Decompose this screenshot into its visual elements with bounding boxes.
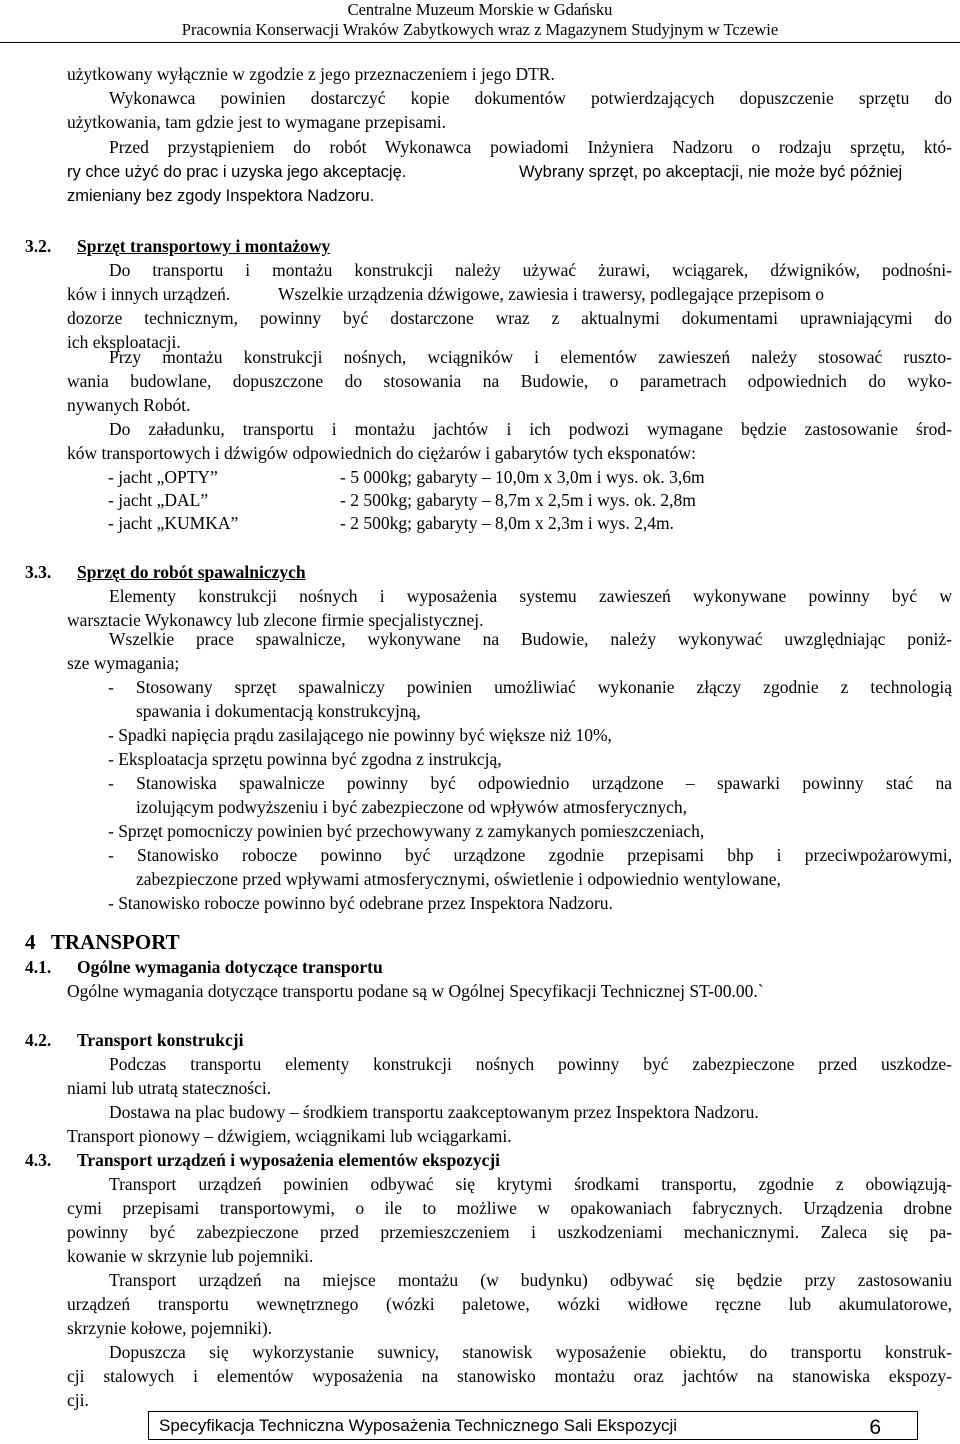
header-divider xyxy=(0,42,960,43)
text-line: dozorze technicznym, powinny być dostarczone wraz z aktualnymi dokumentami uprawniającymi do xyxy=(67,308,952,328)
text-line: ry chce użyć do prac i uzyska jego akceptację. xyxy=(67,163,407,181)
text-line: Elementy konstrukcji nośnych i wyposażenia systemu zawieszeń wykonywane powinny być w xyxy=(109,586,952,606)
chapter-heading: 4 TRANSPORT xyxy=(25,930,180,954)
text-line: Wszelkie prace spawalnicze, wykonywane na Budowie, należy wykonywać uwzględniając poniż- xyxy=(109,629,952,649)
text-line: Wykonawca powinien dostarczyć kopie dokumentów potwierdzających dopuszczenie sprzętu do xyxy=(109,88,952,108)
page-number: 6 xyxy=(869,1416,881,1439)
text-line: skrzynie kołowe, pojemniki). xyxy=(67,1318,273,1338)
requirement-item: - Stosowany sprzęt spawalniczy powinien umożliwiać wykonanie złączy zgodnie z technologią xyxy=(108,677,952,697)
requirement-item: izolującym podwyższeniu i być zabezpieczone od wpływów atmosferycznych, xyxy=(136,797,688,817)
text-line: niami lub utratą stateczności. xyxy=(67,1078,272,1098)
footer-title: Specyfikacja Techniczna Wyposażenia Technicznego Sali Ekspozycji xyxy=(159,1416,677,1435)
text-line: ich eksploatacji. xyxy=(67,332,181,352)
text-line: nywanych Robót. xyxy=(67,395,191,415)
text-line: sze wymagania; xyxy=(67,653,180,673)
text-line: warsztacie Wykonawcy lub zlecone firmie specjalistycznej. xyxy=(67,610,484,630)
requirement-item: - Stanowisko robocze powinno być urządzone zgodnie przepisami bhp i przeciwpożarowymi, xyxy=(108,845,952,865)
section-number: 4.3. xyxy=(25,1150,52,1170)
footer xyxy=(148,1411,918,1440)
section-title: Sprzęt transportowy i montażowy xyxy=(77,236,331,256)
header-institution: Centralne Muzeum Morskie w Gdańsku xyxy=(347,0,613,19)
text-line: zmieniany bez zgody Inspektora Nadzoru. xyxy=(67,187,375,205)
requirement-item: - Stanowisko robocze powinno być odebrane przez Inspektora Nadzoru. xyxy=(108,893,613,913)
section-title: Transport konstrukcji xyxy=(77,1030,244,1050)
section-title: Transport urządzeń i wyposażenia elementów ekspozycji xyxy=(77,1150,501,1170)
text-line: Transport pionowy – dźwigiem, wciągnikami lub wciągarkami. xyxy=(67,1126,512,1146)
text-line: użytkowany wyłącznie w zgodzie z jego przeznaczeniem i jego DTR. xyxy=(67,64,555,84)
yacht-spec: - 2 500kg; gabaryty – 8,0m x 2,3m i wys. 2,4m. xyxy=(340,513,674,533)
section-number: 3.3. xyxy=(25,562,52,582)
text-line: ków i innych urządzeń. xyxy=(67,284,231,304)
text-line: Transport urządzeń powinien odbywać się krytymi środkami transportu, zgodnie z obowiązują- xyxy=(109,1174,952,1194)
text-line: urządzeń transportu wewnętrznego (wózki paletowe, wózki widłowe ręczne lub akumulatorowe, xyxy=(67,1294,952,1314)
requirement-item: - Sprzęt pomocniczy powinien być przechowywany z zamykanych pomieszczeniach, xyxy=(108,821,705,841)
yacht-name: - jacht „OPTY” xyxy=(108,467,218,487)
text-line: Do załadunku, transportu i montażu jachtów i ich podwozi wymagane będzie zastosowanie środ- xyxy=(109,419,952,439)
requirement-item: zabezpieczone przed wpływami atmosferycznymi, oświetlenie i odpowiednio wentylowane, xyxy=(136,869,781,889)
text-line: cji stalowych i elementów wyposażenia na stanowisko montażu oraz jachtów na stanowiska ekspozy- xyxy=(67,1366,952,1386)
text-line: Podczas transportu elementy konstrukcji nośnych powinny być zabezpieczone przed uszkodze- xyxy=(109,1054,952,1074)
header-department: Pracownia Konserwacji Wraków Zabytkowych wraz z Magazynem Studyjnym w Tczewie xyxy=(181,20,779,39)
requirement-item: - Eksploatacja sprzętu powinna być zgodna z instrukcją, xyxy=(108,749,502,769)
yacht-name: - jacht „KUMKA” xyxy=(108,513,239,533)
text-line: Do transportu i montażu konstrukcji należy używać żurawi, wciągarek, dźwigników, podnośni- xyxy=(109,260,952,280)
text-line: użytkowania, tam gdzie jest to wymagane przepisami. xyxy=(67,112,447,132)
text-line: cji. xyxy=(67,1390,89,1410)
text-line: powinny być zabezpieczone przed przemieszczeniem i uszkodzeniami mechanicznymi. Zaleca się pa- xyxy=(67,1222,952,1242)
text-line: Przed przystąpieniem do robót Wykonawca powiadomi Inżyniera Nadzoru o rodzaju sprzętu, któ- xyxy=(109,137,952,157)
text-line: ków transportowych i dźwigów odpowiednich do ciężarów i gabarytów tych eksponatów: xyxy=(67,443,696,463)
text-line: Dostawa na plac budowy – środkiem transportu zaakceptowanym przez Inspektora Nadzoru. xyxy=(109,1102,759,1122)
yacht-name: - jacht „DAL” xyxy=(108,490,209,510)
section-number: 4.1. xyxy=(25,957,52,977)
requirement-item: spawania i dokumentacją konstrukcyjną, xyxy=(136,701,421,721)
section-number: 3.2. xyxy=(25,236,52,256)
text-line: wania budowlane, dopuszczone do stosowania na Budowie, o parametrach odpowiednich do wyko- xyxy=(67,371,952,391)
section-number: 4.2. xyxy=(25,1030,52,1050)
requirement-item: - Stanowiska spawalnicze powinny być odpowiednio urządzone – spawarki powinny stać na xyxy=(108,773,952,793)
section-title: Sprzęt do robót spawalniczych xyxy=(77,562,306,582)
section-title: Ogólne wymagania dotyczące transportu xyxy=(77,957,383,977)
requirement-item: - Spadki napięcia prądu zasilającego nie powinny być większe niż 10%, xyxy=(108,725,612,745)
text-line: cymi przepisami transportowymi, o ile to możliwe w opakowaniach fabrycznych. Urządzenia drobne xyxy=(67,1198,952,1218)
text-line: Dopuszcza się wykorzystanie suwnicy, stanowisk wyposażenie obiektu, do transportu konstruk- xyxy=(109,1342,952,1362)
text-line: Wszelkie urządzenia dźwigowe, zawiesia i trawersy, podlegające przepisom o xyxy=(278,284,824,304)
text-line: Wybrany sprzęt, po akceptacji, nie może być później xyxy=(519,163,903,181)
yacht-spec: - 5 000kg; gabaryty – 10,0m x 3,0m i wys. ok. 3,6m xyxy=(340,467,705,487)
text-line: Ogólne wymagania dotyczące transportu podane są w Ogólnej Specyfikacji Technicznej ST-00.00.` xyxy=(67,981,764,1001)
text-line: Przy montażu konstrukcji nośnych, wciągników i elementów zawieszeń należy stosować ruszto- xyxy=(109,347,952,367)
text-line: Transport urządzeń na miejsce montażu (w budynku) odbywać się będzie przy zastosowaniu xyxy=(109,1270,952,1290)
yacht-spec: - 2 500kg; gabaryty – 8,7m x 2,5m i wys. ok. 2,8m xyxy=(340,490,696,510)
text-line: kowanie w skrzynie lub pojemniki. xyxy=(67,1246,314,1266)
